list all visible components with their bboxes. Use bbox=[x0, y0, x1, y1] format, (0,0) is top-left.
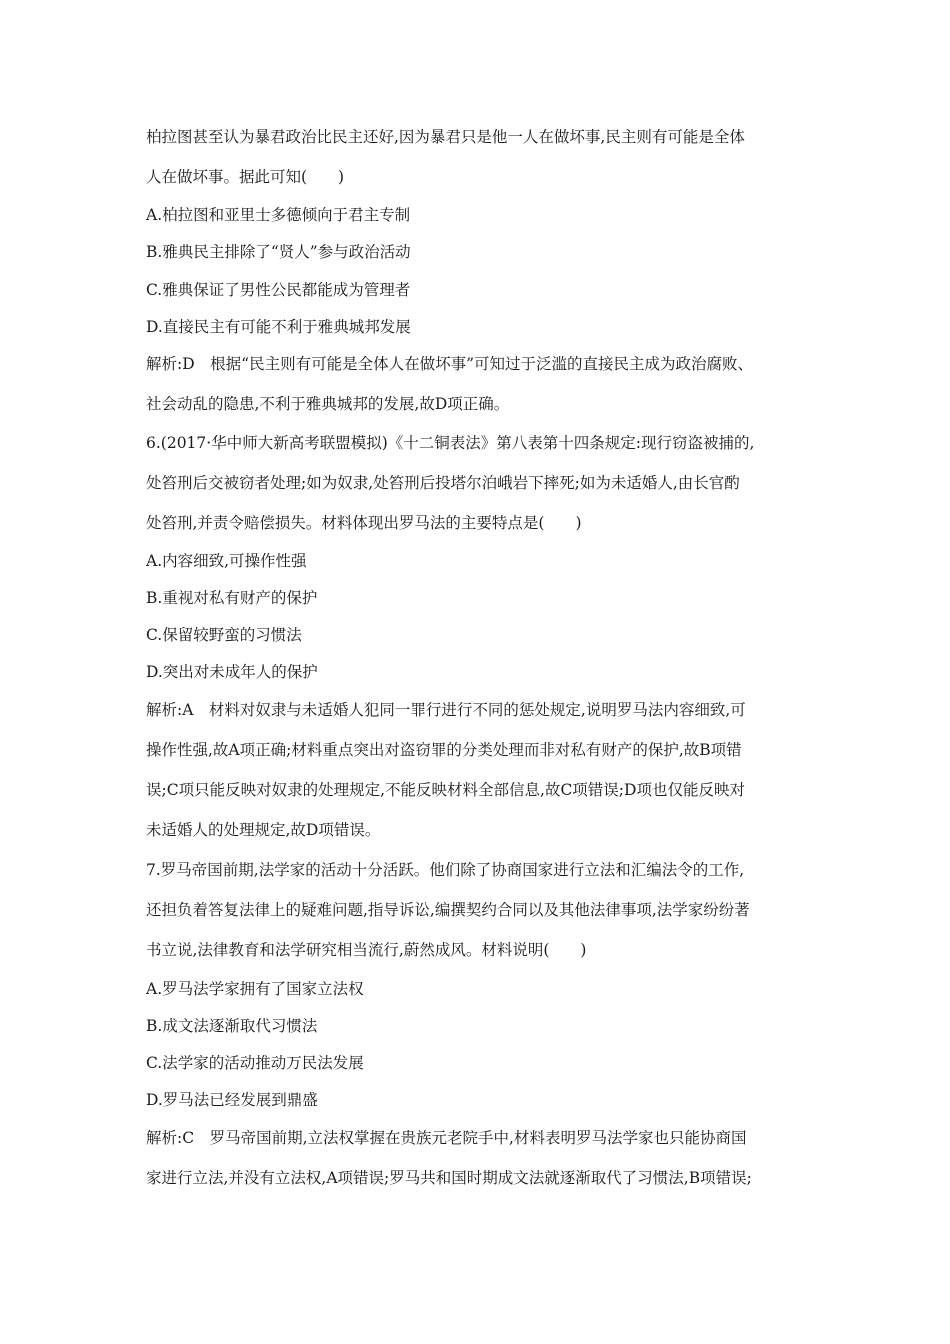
question-6-stem-line-2: 处笞刑后交被窃者处理;如为奴隶,处笞刑后投塔尔泊峨岩下摔死;如为未适婚人,由长官酌 bbox=[146, 474, 740, 492]
question-6-analysis-line-2: 操作性强,故A项正确;材料重点突出对盗窃罪的分类处理而非对私有财产的保护,故B项错 bbox=[146, 741, 742, 759]
question-7-stem-line-2: 还担负着答复法律上的疑难问题,指导诉讼,编撰契约合同以及其他法律事项,法学家纷纷著 bbox=[146, 901, 750, 919]
question-5-option-a: A.柏拉图和亚里士多德倾向于君主专制 bbox=[146, 206, 411, 224]
question-7-stem-line-3: 书立说,法律教育和法学研究相当流行,蔚然成风。材料说明( ) bbox=[146, 941, 587, 959]
question-7-option-b: B.成文法逐渐取代习惯法 bbox=[146, 1017, 318, 1035]
question-6-option-c: C.保留较野蛮的习惯法 bbox=[146, 626, 302, 644]
question-5-analysis-line-1: 解析:D 根据“民主则有可能是全体人在做坏事”可知过于泛滥的直接民主成为政治腐败、 bbox=[146, 355, 754, 373]
question-6-option-d: D.突出对未成年人的保护 bbox=[146, 663, 318, 681]
question-5-option-d: D.直接民主有可能不利于雅典城邦发展 bbox=[146, 318, 411, 336]
question-7-option-c: C.法学家的活动推动万民法发展 bbox=[146, 1054, 364, 1072]
question-6-stem-line-3: 处笞刑,并责令赔偿损失。材料体现出罗马法的主要特点是( ) bbox=[146, 514, 582, 532]
question-5-option-c: C.雅典保证了男性公民都能成为管理者 bbox=[146, 281, 411, 299]
question-6-analysis-line-1: 解析:A 材料对奴隶与未适婚人犯同一罪行进行不同的惩处规定,说明罗马法内容细致,可 bbox=[146, 701, 746, 719]
question-6-stem-line-1: 6.(2017·华中师大新高考联盟模拟)《十二铜表法》第八表第十四条规定:现行窃盗被捕的, bbox=[146, 434, 755, 452]
question-5-stem-line-2: 人在做坏事。据此可知( ) bbox=[146, 168, 345, 186]
question-7-option-a: A.罗马法学家拥有了国家立法权 bbox=[146, 980, 364, 998]
question-7-analysis-line-1: 解析:C 罗马帝国前期,立法权掌握在贵族元老院手中,材料表明罗马法学家也只能协商国 bbox=[146, 1129, 747, 1147]
question-7-stem-line-1: 7.罗马帝国前期,法学家的活动十分活跃。他们除了协商国家进行立法和汇编法令的工作, bbox=[146, 861, 745, 879]
question-7-option-d: D.罗马法已经发展到鼎盛 bbox=[146, 1091, 318, 1109]
question-5-option-b: B.雅典民主排除了“贤人”参与政治活动 bbox=[146, 243, 411, 261]
question-7-analysis-line-2: 家进行立法,并没有立法权,A项错误;罗马共和国时期成文法就逐渐取代了习惯法,B项错误; bbox=[146, 1169, 752, 1187]
question-6-analysis-line-3: 误;C项只能反映对奴隶的处理规定,不能反映材料全部信息,故C项错误;D项也仅能反映对 bbox=[146, 781, 745, 799]
question-5-analysis-line-2: 社会动乱的隐患,不利于雅典城邦的发展,故D项正确。 bbox=[146, 395, 510, 413]
question-6-option-b: B.重视对私有财产的保护 bbox=[146, 589, 318, 607]
question-6-option-a: A.内容细致,可操作性强 bbox=[146, 552, 307, 570]
question-5-stem-line-1: 柏拉图甚至认为暴君政治比民主还好,因为暴君只是他一人在做坏事,民主则有可能是全体 bbox=[146, 128, 745, 146]
question-6-analysis-line-4: 未适婚人的处理规定,故D项错误。 bbox=[146, 821, 381, 839]
